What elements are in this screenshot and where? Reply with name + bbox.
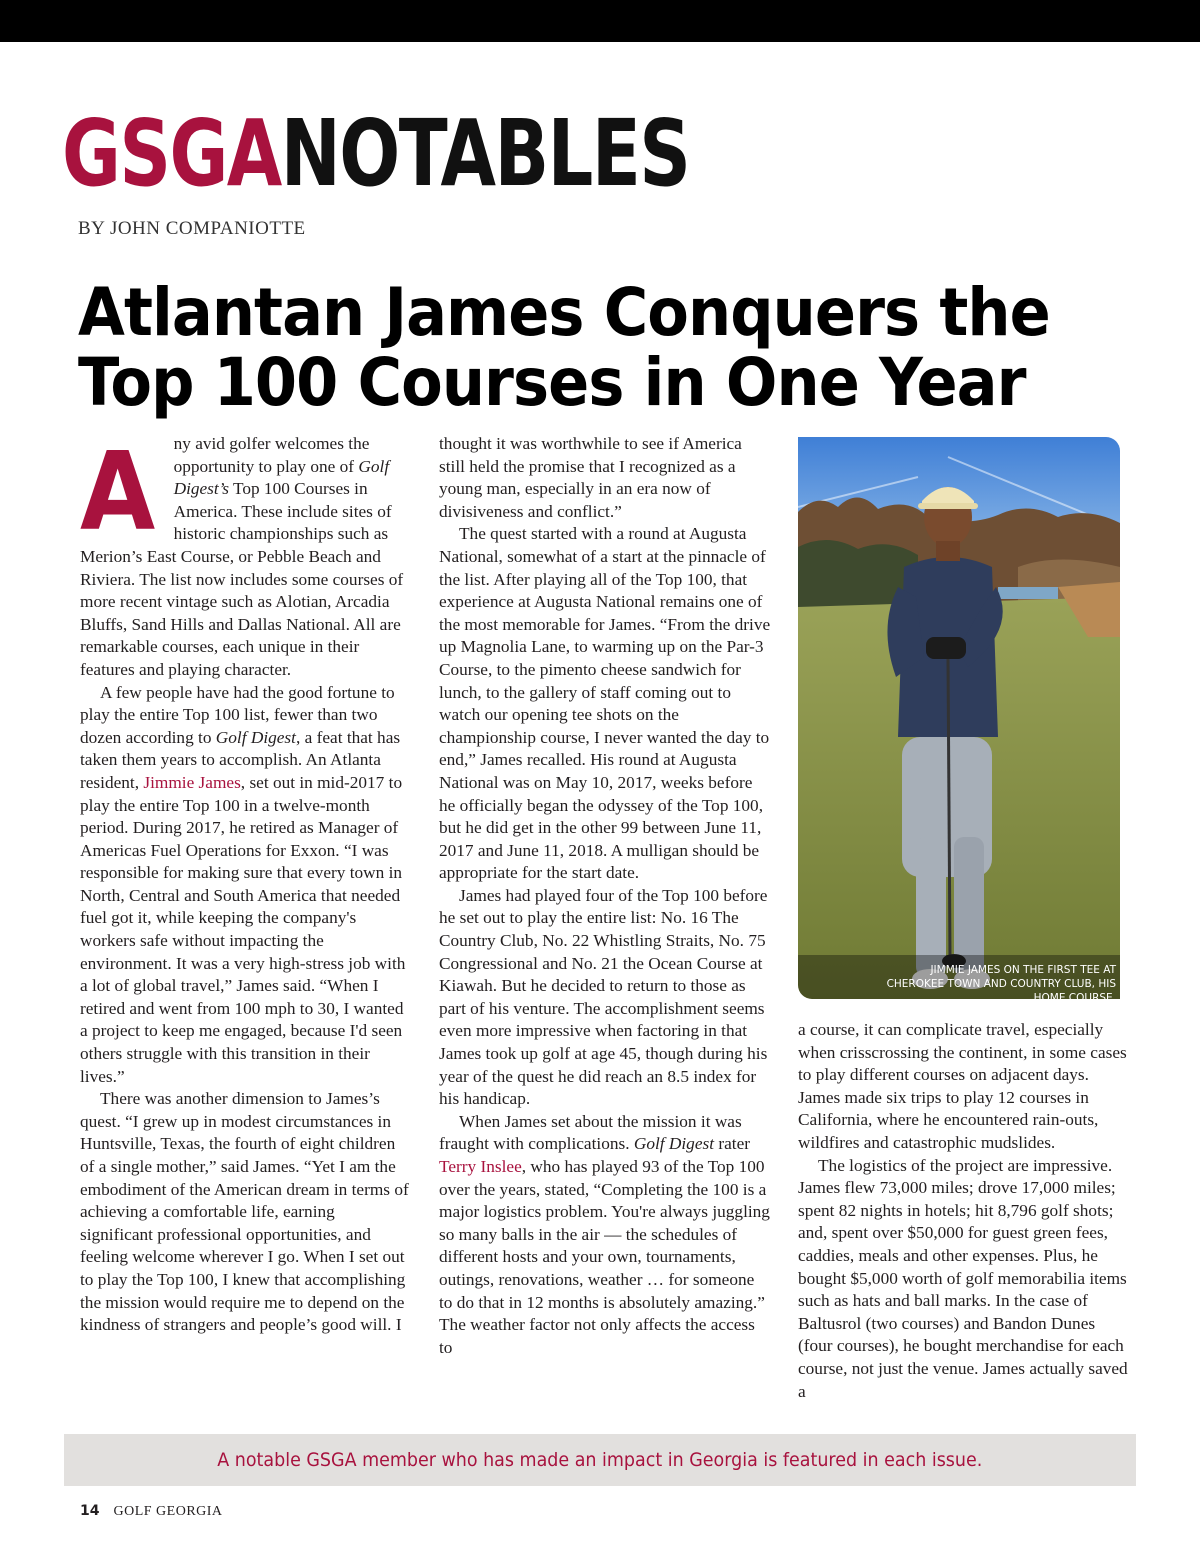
text-run: When James set about the mission it was fraught with complications. [439, 1111, 742, 1154]
paragraph [80, 430, 412, 682]
top-black-bar [0, 0, 1200, 42]
paragraph: The quest started with a round at Augusta National, somewhat of a start at the pinnacle of the list. After playing all of the Top 100, that experience at Augusta National remains one of the most memorable for James. “From the drive up Magnolia Lane, to warming up on the Par-3 Course, to the pimento cheese sandwich for lunch, to the gallery of staff coming out to watch our opening tee shots on the championship course, I never wanted the day to end,” James recalled. His round at Augusta National was on May 10, 2017, weeks before he officially began the odyssey of the Top 100, but he did get in the other 99 between June 11, 2017 and June 11, 2018. A mulligan should be appropriate for the start date. [439, 524, 771, 883]
paragraph: There was another dimension to James’s quest. “I grew up in modest circumstances in Huntsville, Texas, the fourth of eight children of a single mother,” said James. “Yet I am the embodiment of the American dream in terms of achieving a comfortable life, earning significant professional opportunities, and feeling welcome wherever I go. When I set out to play the Top 100, I knew that accomplishing the mission would require me to depend on the kindness of strangers and people’s good will. I [80, 1089, 409, 1335]
section-title [62, 100, 690, 207]
text-run: A few people have had the good fortune to play the entire Top 100 list, fewer than two dozen according to [80, 682, 395, 747]
text-run: rater [714, 1134, 751, 1154]
paragraph [80, 682, 412, 1089]
text-run: Top 100 Courses in America. These include sites of historic championships such as Merion’s East Course, or Pebble Beach and Riviera. The list now includes some courses of more recent vintage such as Alotian, Arcadia Bluffs, Sand Hills and Dallas National. All are remarkable courses, each unique in their features and playing character. [80, 479, 404, 679]
page-number: 14 [80, 1503, 100, 1519]
section-title-rest: NOTABLES [280, 100, 690, 207]
italic-publication-name: Golf Digest’s [173, 456, 390, 499]
golfer-photo [798, 437, 1120, 999]
headline-line-1: Atlantan James Conquers the [78, 274, 1050, 351]
headline-line-2: Top 100 Courses in One Year [78, 344, 1026, 421]
text-run: ny avid golfer welcomes the opportunity to play one of [173, 434, 370, 476]
article-column-1 [80, 430, 412, 1337]
photo-caption: JIMMIE JAMES ON THE FIRST TEE AT CHEROKEE TOWN AND COUNTRY CLUB, HIS HOME COURSE. [886, 964, 1116, 1004]
magazine-name: GOLF GEORGIA [113, 1504, 223, 1519]
article-column-2 [439, 433, 771, 1359]
section-title-accent: GSGA [62, 100, 281, 207]
byline: BY JOHN COMPANIOTTE [78, 218, 306, 239]
name-link-jimmie-james[interactable]: Jimmie James [143, 772, 241, 792]
paragraph: a course, it can complicate travel, especially when crisscrossing the continent, in some cases to play different courses on adjacent days. James made six trips to play 12 courses in California, where he encountered rain-outs, wildfires and catastrophic mudslides. [798, 1020, 1127, 1152]
italic-publication-name: Golf Digest [215, 727, 296, 747]
feature-banner-text: A notable GSGA member who has made an impact in Georgia is featured in each issue. [217, 1449, 983, 1471]
article-headline [78, 274, 1158, 421]
paragraph: thought it was worthwhile to see if America still held the promise that I recognized as a young man, especially in an era now of divisiveness and conflict.” [439, 434, 742, 521]
article-column-3 [798, 1019, 1130, 1403]
italic-publication-name: Golf Digest [633, 1134, 715, 1154]
name-link-terry-inslee[interactable]: Terry Inslee [439, 1157, 522, 1176]
feature-banner [64, 1434, 1136, 1486]
page-footer [80, 1503, 223, 1520]
paragraph [439, 1111, 771, 1360]
drop-cap: A [80, 430, 156, 555]
text-run: , a feat that has taken them years to accomplish. An Atlanta resident, [80, 727, 401, 792]
golfer-photo-illustration [798, 437, 1120, 999]
text-run: , set out in mid-2017 to play the entire Top 100 in a twelve-month period. During 2017, he retired as Manager of Americas Fuel Operations for Exxon. “I was responsible for making sure that every town in North, Central and South America that needed fuel got it, while keeping the company's workers safe without impacting the environment. It was a very high-stress job with a lot of global travel,” James said. “When I retired and went from 100 mph to 30, I wanted a project to keep me engaged, because I'd seen others struggle with this transition in their lives.” [80, 772, 406, 1086]
paragraph: James had played four of the Top 100 before he set out to play the entire list: No. 16 The Country Club, No. 22 Whistling Straits, No. 75 Congressional and No. 21 the Ocean Course at Kiawah. But he decided to return to those as part of his venture. The accomplishment seems even more impressive when factoring in that James took up golf at age 45, though during his year of the quest he did reach an 8.5 index for his handicap. [439, 885, 768, 1109]
paragraph: The logistics of the project are impressive. James flew 73,000 miles; drove 17,000 miles; spent 82 nights in hotels; hit 8,796 golf shots; and, spent over $50,000 for guest green fees, caddies, meals and other expenses. Plus, he bought $5,000 worth of golf memorabilia items such as hats and ball marks. In the case of Baltusrol (two courses) and Bandon Dunes (four courses), he bought merchandise for each course, not just the venue. James actually saved a [798, 1155, 1128, 1401]
text-run: , who has played 93 of the Top 100 over the years, stated, “Completing the 100 is a major logistics problem. You're always juggling so many balls in the air — the schedules of different hosts and your own, tournaments, outings, renovations, weather … for someone to do that in 12 months is absolutely amazing.” The weather factor not only affects the access to [439, 1157, 770, 1357]
